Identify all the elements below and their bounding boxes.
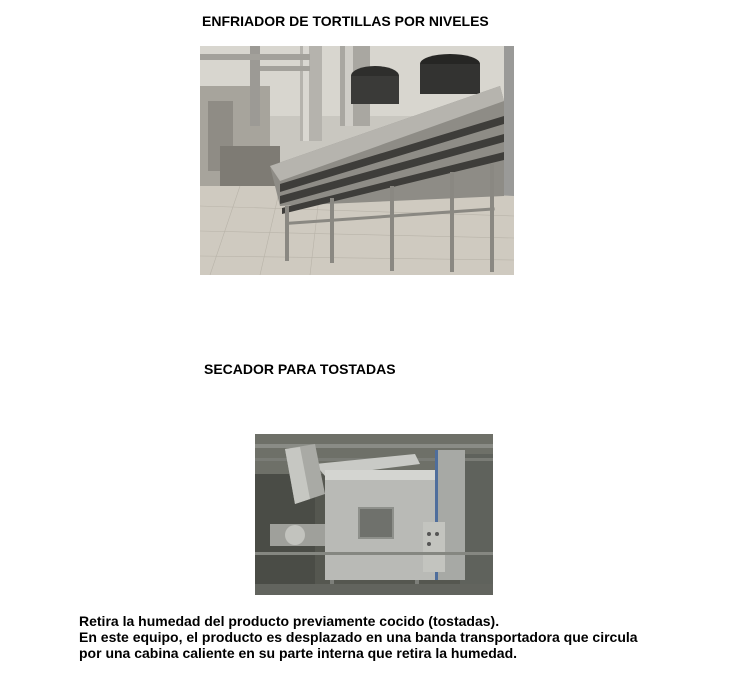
dryer-description: [79, 613, 739, 661]
tostada-dryer-photo: [255, 434, 493, 595]
cooler-title: ENFRIADOR DE TORTILLAS POR NIVELES: [202, 13, 489, 29]
description-line-1: Retira la humedad del producto previamente cocido (tostadas).: [79, 613, 500, 629]
tortilla-cooler-photo: [200, 46, 514, 275]
dryer-title: SECADOR PARA TOSTADAS: [204, 361, 396, 377]
description-line-3: por una cabina caliente en su parte interna que retira la humedad.: [79, 645, 518, 661]
description-line-2: En este equipo, el producto es desplazado en una banda transportadora que circula: [79, 629, 638, 645]
